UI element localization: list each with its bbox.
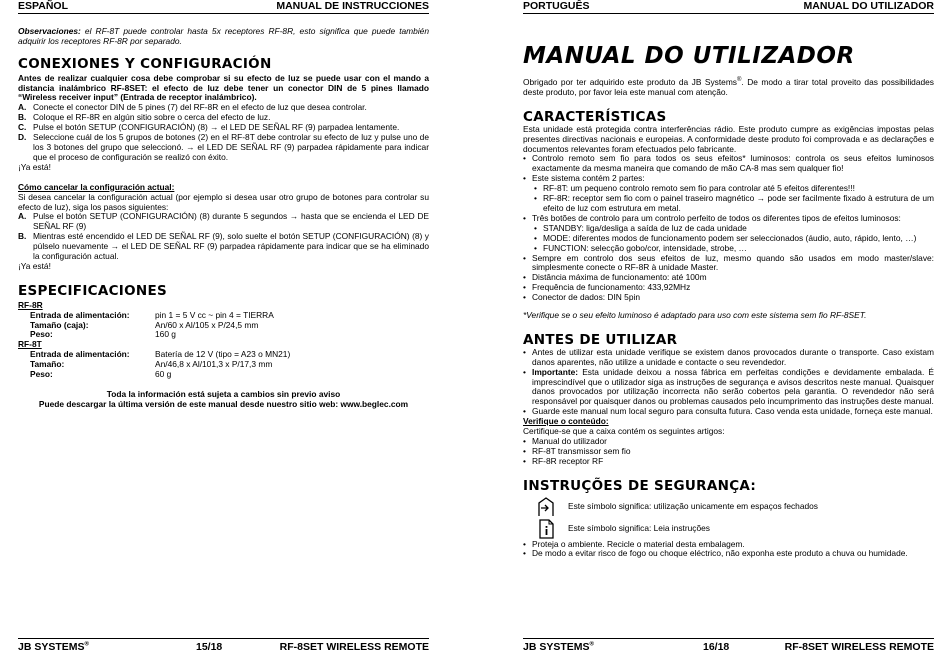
cancelar-title: Cómo cancelar la configuración actual: <box>18 181 175 192</box>
spec-value: 160 g <box>155 329 176 340</box>
spec-website-note: Puede descargar la última versión de este manual desde nuestro sitio web: www.beglec.com <box>38 398 409 409</box>
list-item <box>523 174 934 214</box>
list-item-text: Esta unidade deixou a nossa fábrica em perfeitas condições e devidamente embalada. É imprescindível que o utilizador siga as instruções de segurança e avisos descritos neste manual. Quaisquer danos provocados por utilização incorrecta não serão cobertos pela garantia. O revendedor não será responsável por quaisquer danos ou problemas causados pelo incumprimento das instruções deste manual. <box>532 366 934 407</box>
spec-row <box>18 370 429 380</box>
list-item <box>523 368 934 408</box>
spec-row <box>18 360 429 370</box>
list-item: • Manual do utilizador <box>523 437 934 447</box>
observaciones-paragraph <box>18 27 429 47</box>
cancelar-intro: Si desea cancelar la configuración actual (por ejemplo si desea usar otro grupo de botones para controlar su efecto de luz), siga los pasos siguientes: <box>18 191 429 212</box>
header-title: MANUAL DO UTILIZADOR <box>803 0 934 12</box>
spec-group-name: RF-8R <box>18 299 43 310</box>
cancelar-step <box>18 212 429 232</box>
step-text: Conecte el conector DIN de 5 pines (7) del RF-8R en el efecto de luz que desea controlar. <box>33 102 367 113</box>
list-item: • RF-8T transmissor sem fio <box>523 447 934 457</box>
contents-list <box>523 437 934 467</box>
sub-list <box>523 184 934 214</box>
caracteristicas-note: *Verifique se o seu efeito luminoso é adaptado para uso com este sistema sem fio RF-8SET. <box>523 310 867 321</box>
step-key: A. <box>18 102 27 113</box>
conexiones-intro: Antes de realizar cualquier cosa debe comprobar si su efecto de luz se puede usar con el mando a distancia inalámbrico RF-8SET: el efecto de luz debe tener un conector DIN de 5 pines llamado “Wireless receiver input” (Entrada de receptor inalámbrico). <box>18 72 429 103</box>
caracteristicas-intro: Esta unidade está protegida contra interferências rádio. Este produto cumpre as exigências impostas pelas presentes directivas nacionais e europeias. A conformidade deste produto foi comprovada e as declarações e documentos relevantes foram efectuados pelo fabricante. <box>523 123 934 154</box>
step-key: B. <box>18 112 27 123</box>
page-header <box>18 0 429 14</box>
footer-product: RF-8SET WIRELESS REMOTE <box>784 641 934 653</box>
verifique-intro: Certifique-se que a caixa contém os seguintes artigos: <box>523 426 725 437</box>
spec-key: Peso: <box>30 329 53 340</box>
spec-value: An/60 x Al/105 x P/24,5 mm <box>155 319 259 330</box>
list-item-text: Três botões de controlo para um controlo perfeito de todos os diferentes tipos de efeitos luminosos: <box>532 212 901 223</box>
antes-heading: ANTES DE UTILIZAR <box>523 331 678 348</box>
list-item-text: Este sistema contém 2 partes: <box>532 173 645 184</box>
left-page <box>18 0 429 654</box>
list-item: • Frequência de funcionamento: 433,92MHz <box>523 283 934 293</box>
antes-list <box>523 348 934 417</box>
step-key: C. <box>18 122 27 133</box>
header-title: MANUAL DE INSTRUCCIONES <box>276 0 429 12</box>
page-footer <box>523 638 934 655</box>
main-title: MANUAL DO UTILIZADOR <box>523 43 855 69</box>
list-item: • Conector de dados: DIN 5pin <box>523 293 934 303</box>
list-item <box>523 214 934 254</box>
list-item: • De modo a evitar risco de fogo ou choque eléctrico, não exponha este produto a chuva ou humidade. <box>523 549 934 559</box>
left-content <box>18 27 429 410</box>
footer-brand <box>523 641 594 653</box>
list-item: • Proteja o ambiente. Recicle o material desta embalagem. <box>523 540 934 550</box>
right-page <box>523 0 934 654</box>
header-language: PORTUGUÊS <box>523 0 590 12</box>
indoor-use-icon <box>523 497 568 517</box>
spec-key: Tamaño: <box>30 359 65 370</box>
page-footer <box>18 638 429 655</box>
spec-group-name: RF-8T <box>18 339 42 350</box>
cancelar-done: ¡Ya está! <box>18 260 51 271</box>
conexiones-heading: CONEXIONES Y CONFIGURACIÓN <box>18 55 272 72</box>
step-key: A. <box>18 211 27 222</box>
step-key: B. <box>18 231 27 242</box>
list-item: • Sempre em controlo dos seus efeitos de luz, mesmo quando são usados em modo master/slave: simplesmente conecte o RF-8R à unidade Master. <box>523 254 934 274</box>
registered-mark: ® <box>737 77 742 84</box>
indoor-symbol-text: Este símbolo significa: utilização unicamente em espaços fechados <box>568 500 818 511</box>
sub-list-item: • MODE: diferentes modos de funcionamento podem ser seleccionados (áudio, auto, rápido, lento, …) <box>523 234 934 244</box>
spec-key: Peso: <box>30 369 53 380</box>
footer-brand <box>18 641 89 653</box>
header-language: ESPAÑOL <box>18 0 68 12</box>
verifique-title: Verifique o conteúdo: <box>523 416 609 427</box>
footer-page-number: 15/18 <box>196 641 223 653</box>
especificaciones-heading: ESPECIFICACIONES <box>18 282 168 299</box>
seguranca-list <box>523 540 934 560</box>
sub-list-item: • FUNCTION: selecção gobo/cor, intensidade, strobe, … <box>523 244 934 254</box>
spec-value: Batería de 12 V (tipo = A23 o MN21) <box>155 349 291 360</box>
read-instructions-icon <box>523 519 568 539</box>
list-item: • RF-8R receptor RF <box>523 457 934 467</box>
spec-value: 60 g <box>155 369 172 380</box>
cancelar-step <box>18 232 429 262</box>
read-symbol-text: Este símbolo significa: Leia instruções <box>568 522 710 533</box>
step-text: Pulse el botón SETUP (CONFIGURACIÓN) (8) → el LED DE SEÑAL RF (9) parpadea lentamente. <box>33 122 400 133</box>
caracteristicas-list <box>523 154 934 303</box>
observaciones-label: Observaciones: <box>18 26 81 36</box>
list-item: • Distância máxima de funcionamento: até 100m <box>523 273 934 283</box>
page-header <box>523 0 934 14</box>
spec-note: Toda la información está sujeta a cambios sin previo aviso <box>106 388 341 399</box>
sub-list-item: • RF-8T: um pequeno controlo remoto sem fio para controlar até 5 efeitos diferentes!!! <box>523 184 934 194</box>
sub-list-item: • RF-8R: receptor sem fio com o painel traseiro magnético → pode ser facilmente fixado à estrutura de um efeito de luz com estrutura em metal. <box>523 194 934 214</box>
observaciones-text: el RF-8T puede controlar hasta 5x receptores RF-8R, esto significa que puede también adquirir los receptores RF-8R por separado. <box>18 26 429 46</box>
footer-product: RF-8SET WIRELESS REMOTE <box>279 641 429 653</box>
spec-row <box>18 321 429 331</box>
caracteristicas-heading: CARACTERÍSTICAS <box>523 108 667 125</box>
conexiones-step <box>18 133 429 163</box>
step-text: Coloque el RF-8R en algún sitio sobre o cerca del efecto de luz. <box>33 112 271 123</box>
spec-key: Entrada de alimentación: <box>30 309 130 320</box>
brand-name: JB SYSTEMS <box>18 641 85 653</box>
step-text: Mientras esté encendido el LED DE SEÑAL RF (9), solo suelte el botón SETUP (CONFIGURACIÓN) (8) y púlselo nuevamente → el LED DE SEÑAL RF (9) parpadea rápidamente para indicar que se ha eliminado la configuración actual. <box>33 231 429 262</box>
spec-key: Tamaño (caja): <box>30 319 89 330</box>
indoor-symbol-row <box>523 496 934 518</box>
footer-page-number: 16/18 <box>703 641 730 653</box>
important-label: Importante: <box>532 366 579 377</box>
intro-text-2: . De modo a tirar total proveito das possibilidades deste produto, por favor leia este manual com atenção. <box>523 77 934 97</box>
spec-value: pin 1 = 5 V cc ~ pin 4 = TIERRA <box>155 309 274 320</box>
intro-paragraph <box>523 77 934 98</box>
spec-value: An/46,8 x Al/101,3 x P/17,3 mm <box>155 359 273 370</box>
list-item: • Antes de utilizar esta unidade verifique se existem danos provocados durante o transporte. Caso existam danos aparentes, não utilize a unidade e contacte o seu revendedor. <box>523 348 934 368</box>
sub-list <box>523 224 934 254</box>
step-key: D. <box>18 132 27 143</box>
intro-text: Obrigado por ter adquirido este produto da JB Systems <box>523 77 737 88</box>
right-content <box>523 44 934 559</box>
step-text: Seleccione cuál de los 5 grupos de botones (2) en el RF-8T debe controlar su efecto de luz y pulse uno de los 3 botones del grupo que seleccionó. → el LED DE SEÑAL RF (9) parpadea rápidamente para indicar que el proceso de configuración se realizó con éxito. <box>33 132 429 162</box>
registered-mark: ® <box>589 641 594 648</box>
registered-mark: ® <box>84 641 89 648</box>
step-text: Pulse el botón SETUP (CONFIGURACIÓN) (8) durante 5 segundos → hasta que se encienda el LED DE SEÑAL RF (9) <box>33 211 429 232</box>
seguranca-heading: INSTRUÇÕES DE SEGURANÇA: <box>523 477 757 494</box>
sub-list-item: • STANDBY: liga/desliga a saída de luz de cada unidade <box>523 224 934 234</box>
list-item: • Guarde este manual num local seguro para consulta futura. Caso venda esta unidade, forneça este manual. <box>523 407 934 417</box>
conexiones-done: ¡Ya está! <box>18 161 51 172</box>
spec-row <box>18 330 429 340</box>
read-instructions-symbol-row <box>523 518 934 540</box>
list-item: • Controlo remoto sem fio para todos os seus efeitos* luminosos: controla os seus efeitos luminosos exactamente da mesma maneira que comando de mão CA-8 mas sem qualquer fio! <box>523 154 934 174</box>
spec-key: Entrada de alimentación: <box>30 349 130 360</box>
brand-name: JB SYSTEMS <box>523 641 590 653</box>
